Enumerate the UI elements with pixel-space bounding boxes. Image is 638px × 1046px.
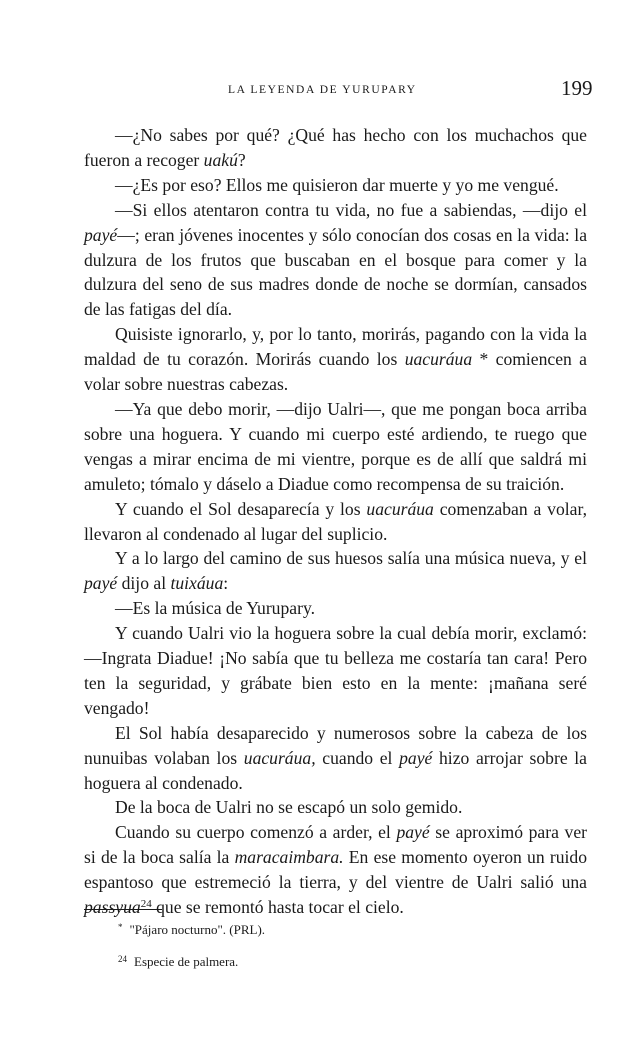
body-text <box>84 123 587 920</box>
footnote <box>118 950 578 971</box>
text-run: —Si ellos atentaron contra tu vida, no fue a sabiendas, —dijo el <box>115 199 587 220</box>
text-run: Y cuando el Sol desaparecía y los <box>115 498 367 519</box>
paragraph <box>84 621 587 721</box>
paragraph <box>84 546 587 596</box>
text-run: se aproximó para ver si de la boca salía la <box>84 822 587 868</box>
italic-term: payé <box>396 822 430 843</box>
text-run: dijo al <box>117 573 171 594</box>
paragraph <box>84 596 587 621</box>
italic-term: passyua <box>84 897 141 918</box>
text-run: —Es la música de Yurupary. <box>115 598 315 619</box>
footnote-mark: 24 <box>118 954 127 964</box>
text-run: De la boca de Ualri no se escapó un solo gemido. <box>115 797 463 818</box>
text-run: hizo arrojar sobre la hoguera al condenado. <box>84 747 587 793</box>
paragraph <box>84 795 587 820</box>
footnote-rule <box>84 909 162 910</box>
text-run: Quisiste ignorarlo, y, por lo tanto, morirás, pagando con la vida la maldad de tu corazón. Morirás cuando los <box>84 324 587 370</box>
paragraph <box>84 397 587 497</box>
text-run: —Ya que debo morir, —dijo Ualri—, que me pongan boca arriba sobre una hoguera. Y cuando mi cuerpo esté ardiendo, te ruego que vengas a mirar encima de mi vientre, porque es de allí que saldrá mi amuleto; tómalo y dáselo a Diadue como recompensa de su traición. <box>84 398 587 494</box>
footnote-text: Especie de palmera. <box>134 954 239 969</box>
footnotes <box>118 918 578 982</box>
text-run: En ese momento oyeron un ruido espantoso que estremeció la tierra, y del vientre de Ualri salió una <box>84 847 587 893</box>
text-run: —¿No sabes por qué? ¿Qué has hecho con los muchachos que fueron a recoger <box>84 125 587 170</box>
text-run: Y cuando Ualri vio la hoguera sobre la cual debía morir, exclamó: —Ingrata Diadue! ¡No sabía que tu belleza me costaría tan cara! Pero ten la seguridad, y grábate bien esto en la mente: ¡mañana seré vengado! <box>84 623 587 718</box>
italic-term: uacuráua <box>366 498 434 519</box>
paragraph <box>84 322 587 397</box>
footnote-reference: 24 <box>140 898 152 911</box>
text-run: * comiencen a volar sobre nuestras cabezas. <box>84 349 587 395</box>
italic-term: payé <box>399 747 433 768</box>
text-run: : <box>223 573 229 594</box>
text-run: El Sol había desaparecido y numerosos sobre la cabeza de los nunuibas volaban los <box>84 722 587 768</box>
footnote <box>118 918 578 939</box>
text-run: Y a lo largo del camino de sus huesos salía una música nueva, y el <box>115 548 587 569</box>
paragraph <box>84 820 587 920</box>
italic-term: uacuráua, <box>243 747 316 768</box>
text-run: comenzaban a volar, llevaron al condenado al lugar del suplicio. <box>84 498 588 544</box>
page-number: 199 <box>561 76 593 100</box>
italic-term: uakú <box>203 149 238 170</box>
footnote-mark: * <box>118 922 123 932</box>
italic-term: uacuráua <box>404 349 473 370</box>
paragraph <box>84 173 587 198</box>
running-title: LA LEYENDA DE YURUPARY <box>228 84 417 96</box>
footnote-text: "Pájaro nocturno". (PRL). <box>129 922 266 937</box>
text-run: —; eran jóvenes inocentes y sólo conocían dos cosas en la vida: la dulzura de los frutos que buscaban en el bosque para comer y la dulzura del seno de sus madres donde de noche se dormían, cansados de las fatigas del día. <box>84 224 587 320</box>
text-run: que se remontó hasta tocar el cielo. <box>151 897 404 918</box>
running-header <box>0 76 638 106</box>
paragraph <box>84 497 587 547</box>
text-run: —¿Es por eso? Ellos me quisieron dar muerte y yo me vengué. <box>115 174 559 195</box>
italic-term: maracaimbara. <box>234 847 344 868</box>
italic-term: payé <box>84 224 118 245</box>
paragraph <box>84 123 587 173</box>
text-run: ? <box>237 149 246 170</box>
text-run: Cuando su cuerpo comenzó a arder, el <box>115 822 397 843</box>
paragraph <box>84 198 587 323</box>
paragraph <box>84 721 587 796</box>
italic-term: payé <box>84 573 118 594</box>
italic-term: tuixáua <box>170 573 224 594</box>
text-run: cuando el <box>315 747 400 768</box>
